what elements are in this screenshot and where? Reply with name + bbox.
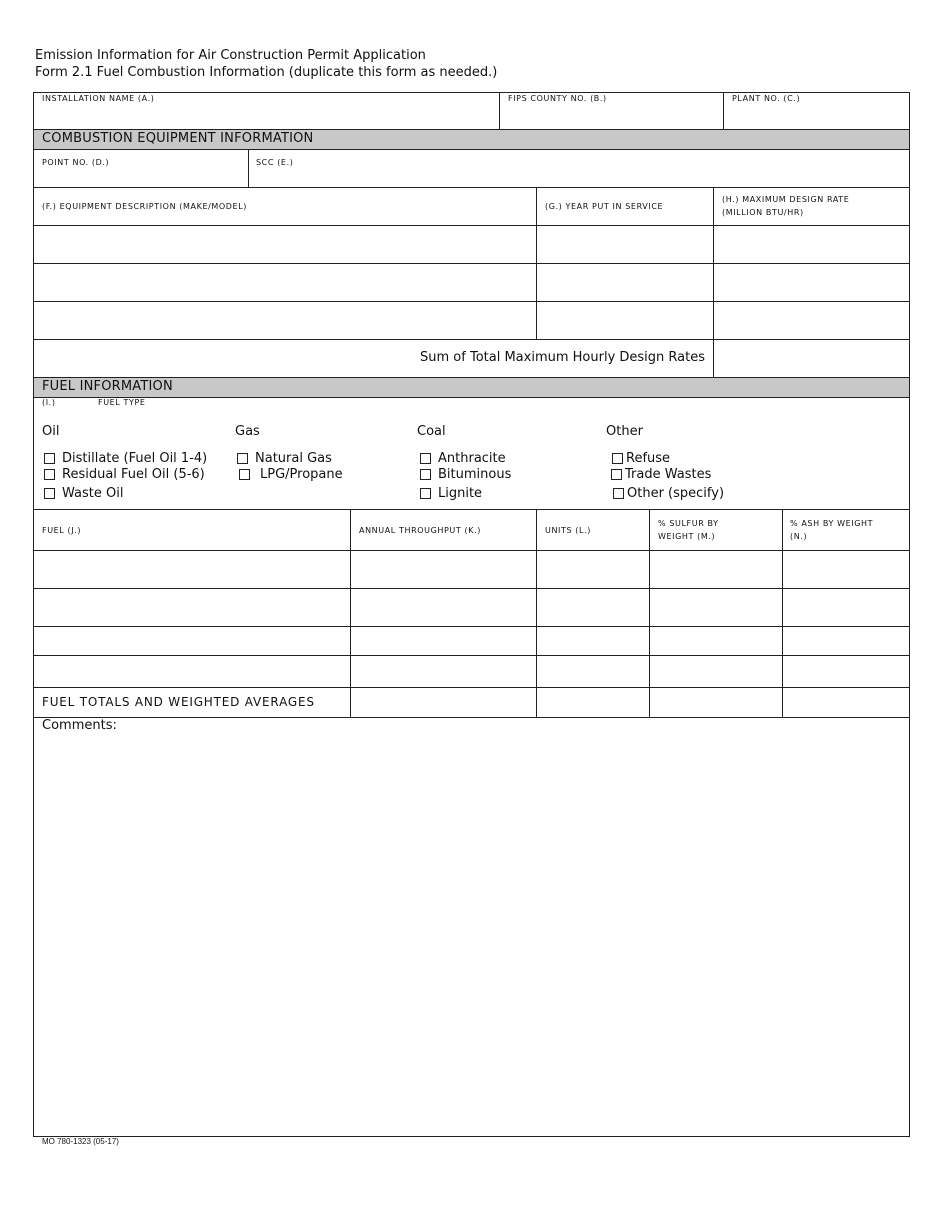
waste-oil-label: Waste Oil (62, 486, 124, 501)
ash-column-header: % ASH BY WEIGHT (790, 519, 874, 528)
anthracite-label: Anthracite (438, 451, 506, 466)
scc-field[interactable] (249, 150, 909, 187)
distillate-label: Distillate (Fuel Oil 1-4) (62, 451, 208, 466)
equipment-row-2-year[interactable] (537, 264, 713, 301)
refuse-label: Refuse (626, 451, 671, 466)
refuse-checkbox[interactable] (612, 453, 623, 464)
sum-design-rates-field[interactable] (714, 340, 909, 377)
bituminous-checkbox[interactable] (420, 469, 431, 480)
equipment-description-label: (F.) EQUIPMENT DESCRIPTION (MAKE/MODEL) (42, 202, 247, 211)
fuel-row-1[interactable] (34, 551, 909, 588)
trade-wastes-checkbox[interactable] (611, 469, 622, 480)
lignite-checkbox[interactable] (420, 488, 431, 499)
equipment-row-3-description[interactable] (34, 302, 536, 339)
totals-sulfur-field[interactable] (650, 688, 782, 717)
natural-gas-checkbox[interactable] (237, 453, 248, 464)
fips-county-label: FIPS COUNTY NO. (B.) (508, 94, 607, 103)
fuel-type-item-label: (I.) (42, 398, 56, 407)
max-design-rate-label: (H.) MAXIMUM DESIGN RATE (722, 195, 850, 204)
distillate-checkbox[interactable] (44, 453, 55, 464)
fuel-row-3[interactable] (34, 627, 909, 655)
sulfur-column-header-line2: WEIGHT (M.) (658, 532, 716, 541)
equipment-row-2-description[interactable] (34, 264, 536, 301)
sulfur-column-header: % SULFUR BY (658, 519, 719, 528)
gas-group-title: Gas (235, 424, 260, 439)
lignite-label: Lignite (438, 486, 483, 501)
units-column-header: UNITS (L.) (545, 526, 591, 535)
scc-label: SCC (E.) (256, 158, 294, 167)
equipment-row-2-rate[interactable] (714, 264, 909, 301)
lpg-propane-label: LPG/Propane (260, 467, 343, 482)
form-number: MO 780-1323 (05-17) (42, 1137, 119, 1146)
other-group-title: Other (606, 424, 643, 439)
fuel-totals-label: FUEL TOTALS AND WEIGHTED AVERAGES (42, 695, 315, 709)
fuel-row-2[interactable] (34, 589, 909, 626)
combustion-section-title: COMBUSTION EQUIPMENT INFORMATION (42, 131, 314, 146)
fuel-column-header: FUEL (J.) (42, 526, 82, 535)
bituminous-label: Bituminous (438, 467, 512, 482)
comments-field[interactable] (34, 735, 909, 1136)
totals-ash-field[interactable] (783, 688, 909, 717)
equipment-row-1-description[interactable] (34, 226, 536, 263)
trade-wastes-label: Trade Wastes (625, 467, 712, 482)
fuel-type-label: FUEL TYPE (98, 398, 146, 407)
fuel-section-title: FUEL INFORMATION (42, 379, 173, 394)
lpg-propane-checkbox[interactable] (239, 469, 250, 480)
point-no-label: POINT NO. (D.) (42, 158, 110, 167)
totals-units-field[interactable] (537, 688, 649, 717)
installation-name-label: INSTALLATION NAME (A.) (42, 94, 155, 103)
plant-no-label: PLANT NO. (C.) (732, 94, 801, 103)
coal-group-title: Coal (417, 424, 446, 439)
equipment-row-1-year[interactable] (537, 226, 713, 263)
natural-gas-label: Natural Gas (255, 451, 332, 466)
equipment-row-3-year[interactable] (537, 302, 713, 339)
year-in-service-label: (G.) YEAR PUT IN SERVICE (545, 202, 664, 211)
form-title: Emission Information for Air Construction Permit Application (35, 48, 426, 63)
other-specify-label: Other (specify) (627, 486, 725, 501)
residual-oil-checkbox[interactable] (44, 469, 55, 480)
equipment-row-3-rate[interactable] (714, 302, 909, 339)
max-design-rate-unit-label: (MILLION BTU/HR) (722, 208, 804, 217)
point-no-field[interactable] (34, 150, 248, 187)
equipment-row-1-rate[interactable] (714, 226, 909, 263)
comments-label: Comments: (42, 718, 117, 733)
throughput-column-header: ANNUAL THROUGHPUT (K.) (359, 526, 481, 535)
oil-group-title: Oil (42, 424, 60, 439)
ash-column-header-line2: (N.) (790, 532, 808, 541)
other-specify-checkbox[interactable] (613, 488, 624, 499)
waste-oil-checkbox[interactable] (44, 488, 55, 499)
residual-oil-label: Residual Fuel Oil (5-6) (62, 467, 205, 482)
anthracite-checkbox[interactable] (420, 453, 431, 464)
totals-throughput-field[interactable] (351, 688, 536, 717)
form-subtitle: Form 2.1 Fuel Combustion Information (duplicate this form as needed.) (35, 65, 498, 80)
sum-design-rates-label: Sum of Total Maximum Hourly Design Rates (420, 350, 705, 365)
fuel-row-4[interactable] (34, 656, 909, 687)
